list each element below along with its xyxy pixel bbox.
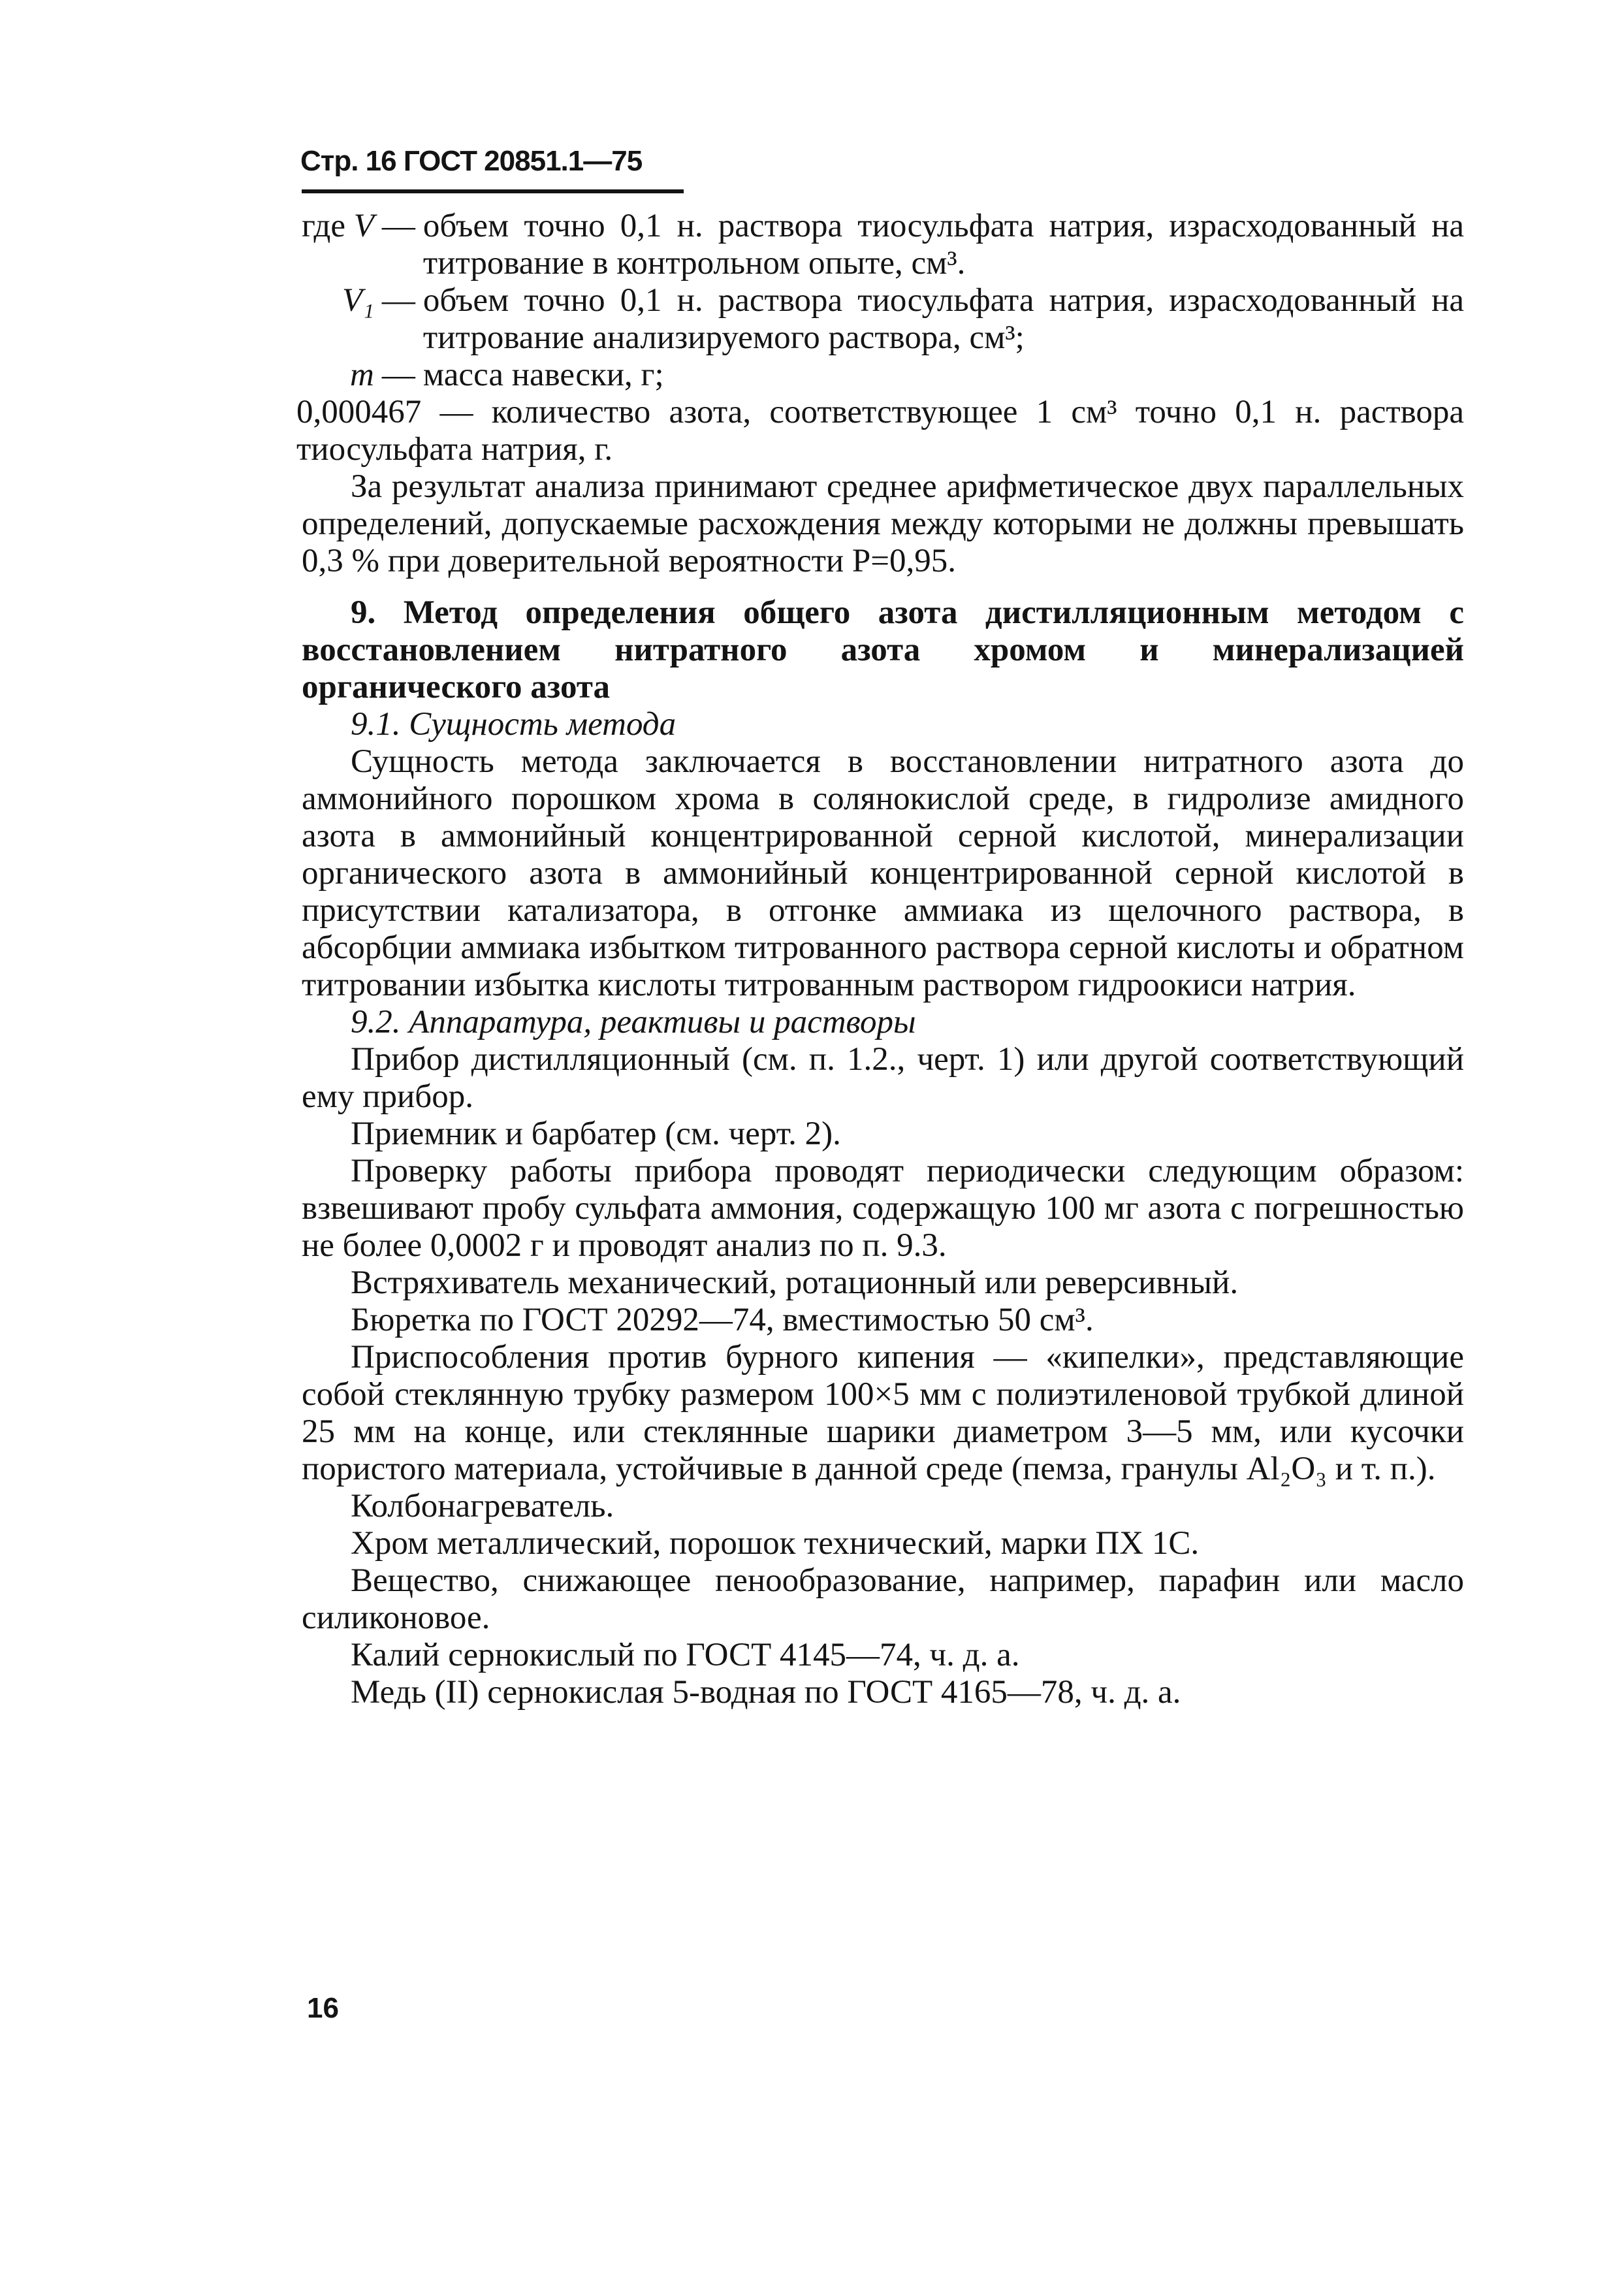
definition-text: масса навески, г;: [422, 357, 664, 393]
definition-label: где V: [302, 208, 374, 244]
list-item: Хром металлический, порошок технический, марки ПХ 1С.: [351, 1525, 1200, 1562]
variable-definitions: [302, 208, 1464, 394]
document-body: [296, 208, 1465, 1711]
result-paragraph: За результат анализа принимают среднее арифметическое двух параллельных определений, допускаемые расхождения между которыми не должны превышать 0,3 % при доверительной вероятности P=0,95.: [302, 468, 1464, 579]
section-9-heading: 9. Метод определения общего азота дистилляционным методом с восстановлением нитратного азота хромом и минерализацией органического азота: [302, 594, 1464, 705]
list-item: Встряхиватель механический, ротационный или реверсивный.: [351, 1264, 1239, 1301]
factor-dash: —: [439, 394, 473, 430]
definition-label: m: [350, 357, 374, 393]
definition-dash: —: [381, 208, 415, 244]
list-item: Калий сернокислый по ГОСТ 4145—74, ч. д. а.: [351, 1637, 1020, 1673]
definition-text: объем точно 0,1 н. раствора тиосульфата натрия, израсходованный на титрование в контрольном опыте, см³.: [422, 208, 1464, 282]
header-rule: [302, 189, 684, 193]
running-header: Стр. 16 ГОСТ 20851.1—75: [300, 145, 643, 177]
list-item: Медь (II) сернокислая 5-водная по ГОСТ 4165—78, ч. д. а.: [351, 1674, 1181, 1711]
list-item: Приемник и барбатер (см. черт. 2).: [351, 1116, 841, 1152]
page-number: 16: [307, 1992, 339, 2024]
section-9-1-text: Сущность метода заключается в восстановлении нитратного азота до аммонийного порошком хрома в солянокислой среде, в гидролизе амидного азота в аммонийный концентрированной серной кислотой, минерализации органического азота в аммонийный концентрированной серной кислотой в присутствии катализатора, в отгонке аммиака из щелочного раствора, в абсорбции аммиака избытком титрованного раствора серной кислоты и обратном титровании избытка кислоты титрованным раствором гидроокиси натрия.: [302, 743, 1464, 1003]
factor-value: 0,000467: [296, 394, 422, 430]
section-9-2-title: 9.2. Аппаратура, реактивы и растворы: [351, 1004, 916, 1040]
definition-label: V₁: [342, 282, 374, 319]
list-item: Приспособления против бурного кипения — «кипелки», представляющие собой стеклянную трубку размером 100×5 мм с полиэтиленовой трубкой длиной 25 мм на конце, или стеклянные шарики диаметром 3—5 мм, или кусочки пористого материала, устойчивые в данной среде (пемза, гранулы Al₂O₃ и т. п.).: [302, 1339, 1464, 1487]
list-item: Колбонагреватель.: [351, 1488, 614, 1524]
list-item: Бюретка по ГОСТ 20292—74, вместимостью 50 см³.: [351, 1302, 1094, 1338]
section-9-1-title: 9.1. Сущность метода: [351, 706, 677, 743]
list-item: Прибор дистилляционный (см. п. 1.2., черт. 1) или другой соответствующий ему прибор.: [302, 1041, 1464, 1115]
definition-dash: —: [381, 282, 415, 319]
factor-text: количество азота, соответствующее 1 см³ точно 0,1 н. раствора тиосульфата натрия, г.: [296, 394, 1465, 468]
factor-definition: [296, 394, 1464, 468]
definition-text: объем точно 0,1 н. раствора тиосульфата натрия, израсходованный на титрование анализируемого раствора, см³;: [422, 282, 1464, 356]
list-item: Вещество, снижающее пенообразование, например, парафин или масло силиконовое.: [302, 1562, 1464, 1636]
list-item: Проверку работы прибора проводят периодически следующим образом: взвешивают пробу сульфата аммония, содержащую 100 мг азота с погрешностью не более 0,0002 г и проводят анализ по п. 9.3.: [302, 1153, 1464, 1264]
definition-dash: —: [381, 357, 415, 393]
